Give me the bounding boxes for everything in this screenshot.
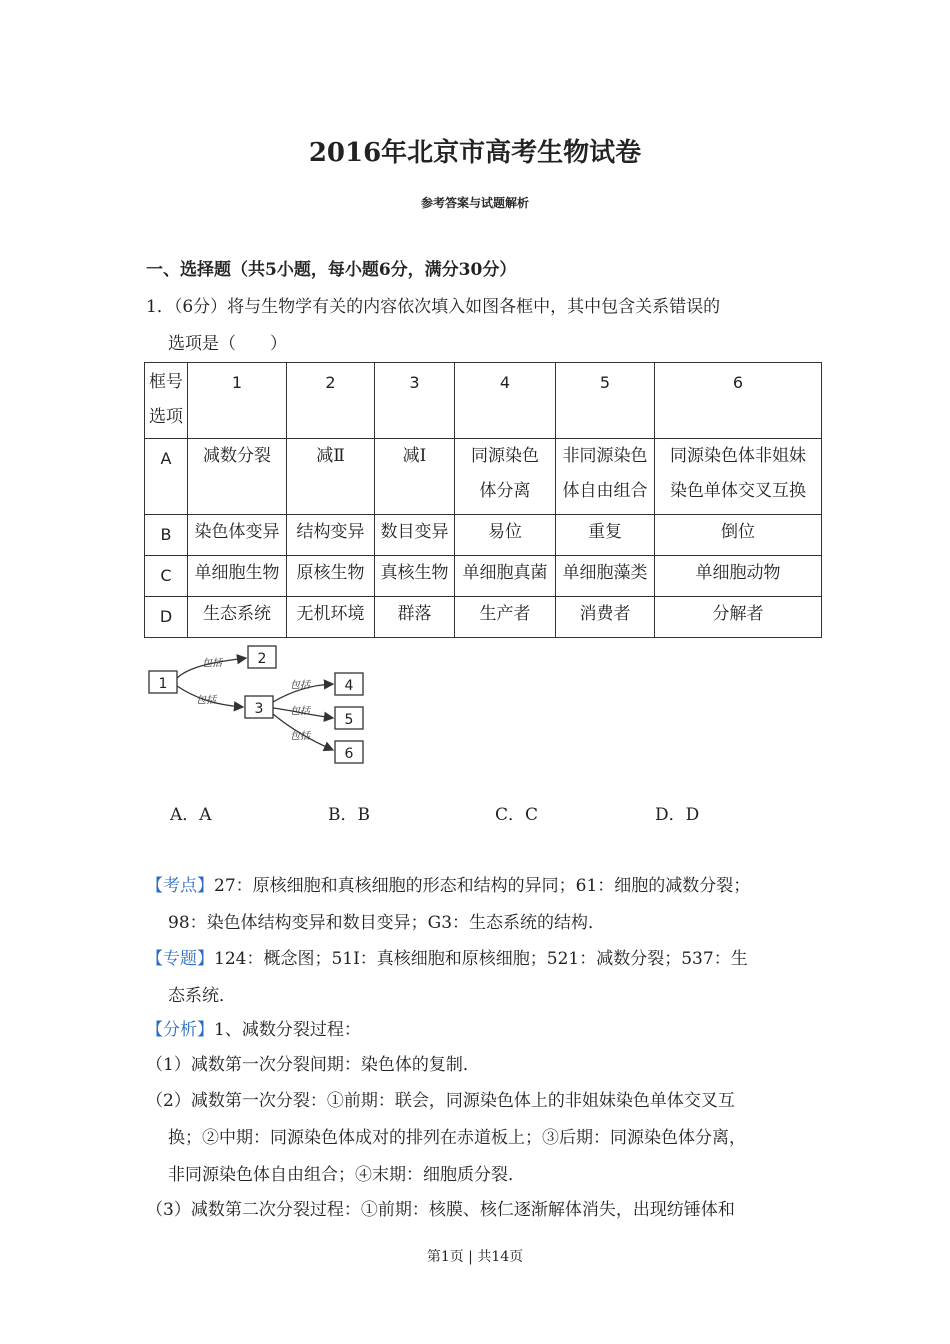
diagram-box-label: 4	[344, 678, 354, 694]
analysis-p3-line1: （3）减数第二次分裂过程：①前期：核膜、核仁逐渐解体消失，出现纺锤体和	[146, 1200, 735, 1220]
option-b[interactable]: B．B	[328, 805, 370, 825]
table-cell: 重复	[556, 515, 655, 556]
column-header: 1	[188, 363, 287, 439]
row-label: B	[145, 515, 188, 556]
option-c[interactable]: C．C	[495, 805, 539, 825]
kaodian-tag: 【考点】	[146, 876, 214, 896]
page-subtitle: 参考答案与试题解析	[420, 196, 529, 210]
arrow-label: 包括	[202, 658, 222, 669]
diagram-box-label: 2	[257, 651, 267, 667]
cell-text-line: 染色单体交叉互换	[670, 481, 806, 501]
table-row	[145, 439, 822, 515]
cell-text-line: 体分离	[479, 481, 531, 501]
question-text-line1: 1．（6分）将与生物学有关的内容依次填入如图各框中，其中包含关系错误的	[146, 297, 721, 317]
table-cell: 减Ⅰ	[375, 439, 455, 515]
column-header: 5	[556, 363, 655, 439]
option-a[interactable]: A．A	[170, 805, 212, 825]
table-cell: 生态系统	[188, 597, 287, 638]
table-cell: 真核生物	[375, 556, 455, 597]
arrow-label: 包括	[290, 706, 310, 717]
table-cell: 原核生物	[287, 556, 375, 597]
table-corner-cell	[145, 363, 188, 439]
row-label: C	[145, 556, 188, 597]
kaodian-text: 27：原核细胞和真核细胞的形态和结构的异同；61：细胞的减数分裂；	[214, 876, 751, 896]
cell-text-line: 同源染色	[471, 446, 539, 466]
analysis-p2-line1: （2）减数第一次分裂：①前期：联会，同源染色体上的非姐妹染色单体交叉互	[146, 1091, 735, 1111]
analysis-p2-line2: 换；②中期：同源染色体成对的排列在赤道板上；③后期：同源染色体分离，	[168, 1128, 746, 1148]
column-header: 4	[455, 363, 556, 439]
cell-text-line: 同源染色体非姐妹	[670, 446, 806, 466]
row-label: A	[145, 439, 188, 515]
fenxi-tag: 【分析】	[146, 1020, 214, 1040]
arrow-label: 包括	[290, 731, 310, 742]
cell-text-line: 非同源染色	[562, 446, 648, 466]
arrow-label: 包括	[196, 695, 216, 706]
kaodian-line2: 98：染色体结构变异和数目变异；G3：生态系统的结构．	[168, 913, 606, 933]
table-cell: 倒位	[655, 515, 822, 556]
table-cell: 数目变异	[375, 515, 455, 556]
concept-diagram	[140, 640, 380, 770]
table-cell: 结构变异	[287, 515, 375, 556]
table-cell: 单细胞真菌	[455, 556, 556, 597]
zhuanti-tag: 【专题】	[146, 949, 214, 969]
table-cell: 生产者	[455, 597, 556, 638]
fenxi-line1	[146, 1015, 361, 1040]
page-footer: 第1页 | 共14页	[426, 1249, 524, 1265]
table-cell: 单细胞生物	[188, 556, 287, 597]
zhuanti-line1	[146, 944, 748, 969]
diagram-box-label: 3	[254, 701, 264, 717]
fenxi-text: 1、减数分裂过程：	[214, 1020, 361, 1040]
table-cell: 无机环境	[287, 597, 375, 638]
column-header: 2	[287, 363, 375, 439]
zhuanti-line2: 态系统．	[168, 986, 236, 1006]
table-cell	[556, 439, 655, 515]
table-row	[145, 515, 822, 556]
option-d[interactable]: D．D	[655, 805, 700, 825]
row-label: D	[145, 597, 188, 638]
table-cell: 减数分裂	[188, 439, 287, 515]
table-cell: 分解者	[655, 597, 822, 638]
cell-text-line: 体自由组合	[562, 481, 648, 501]
analysis-p2-line3: 非同源染色体自由组合；④末期：细胞质分裂．	[168, 1165, 525, 1185]
table-cell: 染色体变异	[188, 515, 287, 556]
table-cell: 单细胞动物	[655, 556, 822, 597]
table-cell: 减Ⅱ	[287, 439, 375, 515]
table-cell: 消费者	[556, 597, 655, 638]
question-table	[144, 362, 822, 638]
table-cell: 群落	[375, 597, 455, 638]
zhuanti-text: 124：概念图；51I：真核细胞和原核细胞；521：减数分裂；537：生	[214, 949, 748, 969]
column-header: 6	[655, 363, 822, 439]
table-cell	[455, 439, 556, 515]
column-header: 3	[375, 363, 455, 439]
table-row	[145, 597, 822, 638]
table-cell	[655, 439, 822, 515]
corner-top-label: 框号	[149, 372, 183, 392]
diagram-box-label: 6	[344, 746, 354, 762]
kaodian-line1	[146, 871, 750, 896]
arrow-label: 包括	[290, 680, 310, 691]
diagram-box-label: 5	[344, 712, 354, 728]
table-row	[145, 556, 822, 597]
table-cell: 单细胞藻类	[556, 556, 655, 597]
analysis-p1: （1）减数第一次分裂间期：染色体的复制．	[146, 1055, 480, 1075]
diagram-box-label: 1	[158, 676, 168, 692]
section-heading: 一、选择题（共5小题，每小题6分，满分30分）	[146, 260, 517, 280]
question-text-line2: 选项是（ ）	[168, 334, 287, 354]
corner-bottom-label: 选项	[149, 407, 183, 427]
table-cell: 易位	[455, 515, 556, 556]
page-title: 2016年北京市高考生物试卷	[308, 138, 642, 168]
